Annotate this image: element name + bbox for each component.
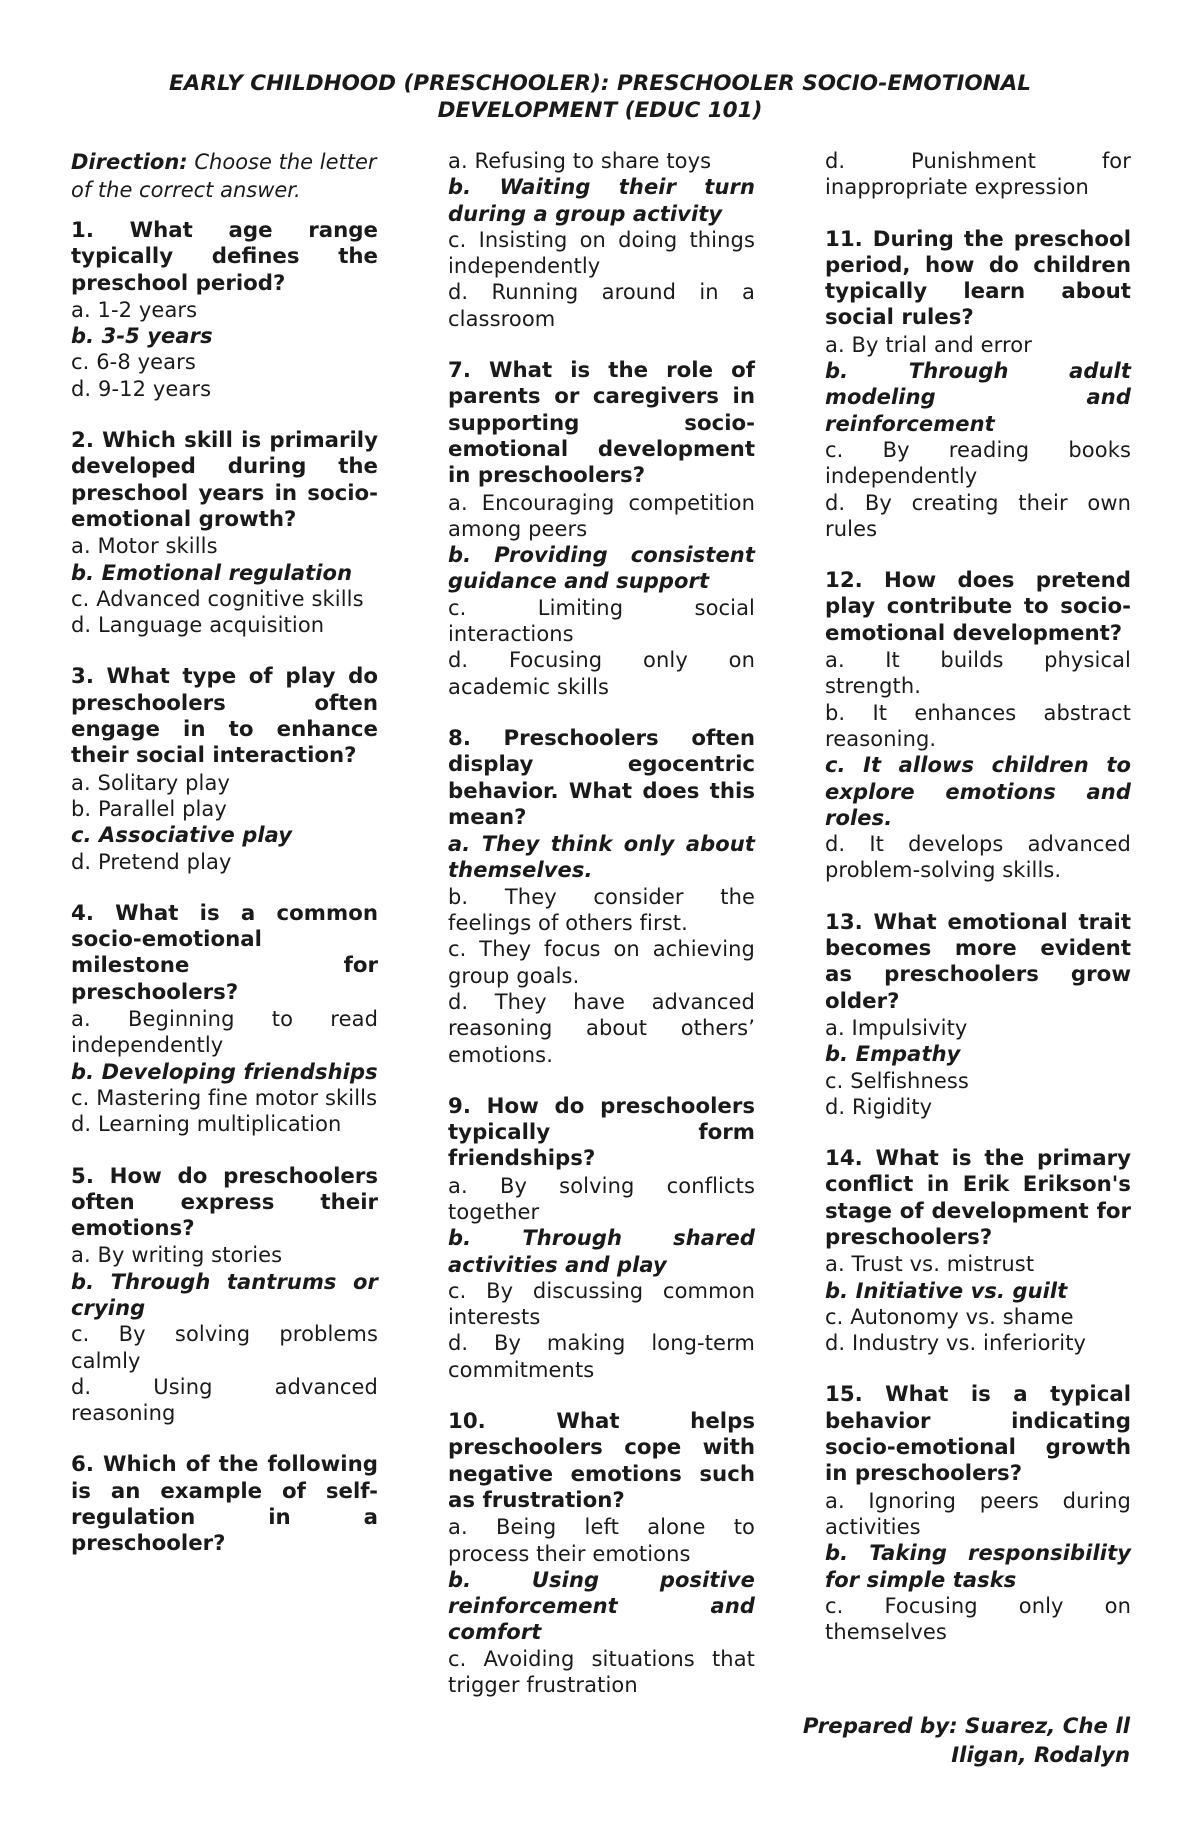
option[interactable]: a. It builds physical strength. [825, 648, 1131, 699]
question-8 [448, 726, 755, 1068]
option[interactable]: d. Punishment for inappropriate expression [825, 149, 1131, 200]
prepared-by-line-2: Iligan, Rodalyn [951, 1743, 1130, 1768]
page-title [0, 70, 1200, 124]
option[interactable]: d. They have advanced reasoning about others’ emotions. [448, 989, 755, 1067]
question-13 [825, 910, 1131, 1120]
question-stem: 2. Which skill is primarily developed during the preschool years in socio-emotional growth? [71, 428, 378, 532]
option[interactable]: d. It develops advanced problem-solving skills. [825, 832, 1131, 883]
option[interactable]: a. Solitary play [71, 770, 230, 795]
question-7 [448, 358, 755, 700]
option-correct[interactable]: b. Through tantrums or crying [71, 1269, 378, 1320]
title-line-1: EARLY CHILDHOOD (PRESCHOOLER): PRESCHOOLER SOCIO-EMOTIONAL [169, 71, 1031, 96]
option-correct[interactable]: b. Developing friendships [71, 1059, 378, 1084]
option[interactable]: a. Motor skills [71, 534, 218, 559]
option-correct[interactable]: b. Empathy [825, 1042, 961, 1067]
question-stem: 10. What helps preschoolers cope with negative emotions such as frustration? [448, 1409, 755, 1513]
option-correct[interactable]: c. Associative play [71, 823, 293, 848]
option[interactable]: b. They consider the feelings of others first. [448, 884, 755, 936]
question-stem: 13. What emotional trait becomes more evident as preschoolers grow older? [825, 909, 1131, 1014]
option[interactable]: a. Refusing to share toys [448, 149, 712, 173]
direction [71, 148, 378, 204]
question-12 [825, 568, 1131, 884]
column-1 [71, 148, 378, 1584]
option-correct[interactable]: b. Using positive reinforcement and comfort [448, 1567, 755, 1645]
option[interactable]: a. Encouraging competition among peers [448, 490, 755, 541]
option-correct[interactable]: b. Emotional regulation [71, 560, 353, 585]
option[interactable]: c. Selfishness [825, 1068, 969, 1093]
option[interactable]: a. 1-2 years [71, 297, 198, 322]
question-10-continued [825, 148, 1131, 201]
option[interactable]: a. By trial and error [825, 332, 1032, 357]
option[interactable]: d. By creating their own rules [825, 490, 1131, 541]
direction-label: Direction: [71, 150, 188, 174]
option[interactable]: d. Focusing only on academic skills [448, 648, 755, 699]
question-1 [71, 218, 378, 402]
question-3 [71, 664, 378, 874]
option-correct[interactable]: b. Waiting their turn during a group activity [448, 175, 755, 226]
option-correct[interactable]: a. They think only about themselves. [448, 832, 755, 883]
question-6 [71, 1452, 378, 1557]
option[interactable]: d. Running around in a classroom [448, 280, 755, 331]
option[interactable]: b. It enhances abstract reasoning. [825, 700, 1131, 751]
question-stem: 12. How does pretend play contribute to socio-emotional development? [825, 568, 1131, 646]
title-line-2: DEVELOPMENT (EDUC 101) [437, 98, 763, 123]
question-2 [71, 428, 378, 638]
option[interactable]: c. By reading books independently [825, 437, 1131, 489]
option[interactable]: d. Using advanced reasoning [71, 1374, 378, 1426]
option[interactable]: b. Parallel play [71, 796, 227, 821]
option[interactable]: a. Ignoring peers during activities [825, 1488, 1131, 1539]
option[interactable]: c. By solving problems calmly [71, 1322, 378, 1373]
prepared-by-line-1: Prepared by: Suarez, Che ll [802, 1714, 1130, 1739]
question-14 [825, 1146, 1131, 1356]
question-9 [448, 1094, 755, 1383]
option[interactable]: c. Avoiding situations that trigger frustration [448, 1646, 755, 1698]
option[interactable]: a. Impulsivity [825, 1015, 968, 1040]
option-correct[interactable]: b. 3-5 years [71, 324, 213, 349]
question-stem: 7. What is the role of parents or caregivers in supporting socio-emotional development in preschoolers? [448, 358, 755, 489]
option-correct[interactable]: b. Through shared activities and play [448, 1226, 755, 1277]
prepared-by [803, 1712, 1130, 1770]
option[interactable]: d. Rigidity [825, 1094, 933, 1119]
option[interactable]: c. Advanced cognitive skills [71, 586, 364, 611]
question-stem: 14. What is the primary conflict in Erik Erikson's stage of development for preschoolers? [825, 1146, 1131, 1250]
question-stem: 15. What is a typical behavior indicating socio-emotional growth in preschoolers? [825, 1382, 1131, 1487]
option[interactable]: d. Language acquisition [71, 613, 325, 638]
question-10 [448, 1409, 755, 1698]
column-3 [825, 148, 1131, 1671]
option[interactable]: d. By making long-term commitments [448, 1331, 755, 1382]
option[interactable]: c. By discussing common interests [448, 1278, 755, 1330]
option[interactable]: c. Autonomy vs. shame [825, 1304, 1074, 1329]
option[interactable]: a. Beginning to read independently [71, 1007, 378, 1058]
question-stem: 11. During the preschool period, how do children typically learn about social rules? [825, 226, 1131, 331]
option[interactable]: c. Insisting on doing things independently [448, 227, 755, 279]
option[interactable]: a. Being left alone to process their emotions [448, 1515, 755, 1566]
question-6-options [448, 148, 755, 332]
option-correct[interactable]: b. Taking responsibility for simple tasks [825, 1541, 1131, 1592]
question-stem: 8. Preschoolers often display egocentric behavior. What does this mean? [448, 725, 755, 830]
option-correct[interactable]: b. Providing consistent guidance and support [448, 543, 755, 594]
option[interactable]: c. They focus on achieving group goals. [448, 937, 755, 988]
question-stem: 4. What is a common socio-emotional milestone for preschoolers? [71, 900, 378, 1005]
option[interactable]: d. Pretend play [71, 849, 232, 874]
option[interactable]: a. By solving conflicts together [448, 1173, 755, 1224]
option[interactable]: c. Limiting social interactions [448, 595, 755, 647]
question-4 [71, 901, 378, 1138]
option[interactable]: a. Trust vs. mistrust [825, 1252, 1035, 1277]
option-correct[interactable]: b. Through adult modeling and reinforcement [825, 359, 1131, 436]
question-15 [825, 1382, 1131, 1645]
question-stem: 9. How do preschoolers typically form friendships? [448, 1093, 755, 1172]
option-correct[interactable]: b. Initiative vs. guilt [825, 1278, 1068, 1303]
option[interactable]: a. By writing stories [71, 1243, 283, 1268]
direction-text: Choose the letter of the correct answer. [71, 150, 377, 202]
question-stem: 5. How do preschoolers often express their emotions? [71, 1163, 378, 1242]
column-2 [448, 148, 755, 1724]
question-11 [825, 227, 1131, 543]
option[interactable]: d. 9-12 years [71, 376, 212, 401]
question-stem: 3. What type of play do preschoolers often engage in to enhance their social interaction? [71, 664, 378, 769]
option-correct[interactable]: c. It allows children to explore emotions and roles. [825, 753, 1131, 830]
question-stem: 6. Which of the following is an example of self-regulation in a preschooler? [71, 1452, 378, 1557]
question-5 [71, 1164, 378, 1427]
option[interactable]: d. Learning multiplication [71, 1112, 342, 1137]
option[interactable]: c. 6-8 years [71, 350, 196, 375]
option[interactable]: c. Focusing only on themselves [825, 1593, 1131, 1645]
option[interactable]: d. Industry vs. inferiority [825, 1331, 1087, 1356]
option[interactable]: c. Mastering fine motor skills [71, 1085, 378, 1110]
question-stem: 1. What age range typically defines the preschool period? [71, 218, 378, 296]
